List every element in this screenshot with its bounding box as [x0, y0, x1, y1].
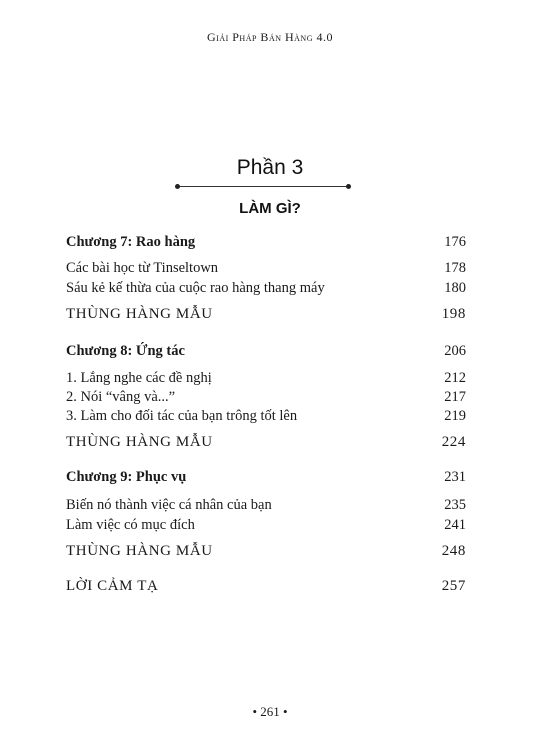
- part-subtitle: LÀM GÌ?: [239, 200, 301, 217]
- toc-label: THÙNG HÀNG MẪU: [66, 434, 213, 450]
- toc-label: Chương 7: Rao hàng: [66, 234, 196, 250]
- toc-entry[interactable]: [66, 406, 466, 426]
- toc-chapter-9[interactable]: [66, 467, 466, 487]
- toc-page: 257: [441, 578, 466, 594]
- toc-page: 198: [441, 306, 466, 322]
- toc-label: Chương 8: Ứng tác: [66, 343, 185, 359]
- toc-label: THÙNG HÀNG MẪU: [66, 306, 213, 322]
- toc-entry[interactable]: [66, 432, 466, 452]
- toc-label: THÙNG HÀNG MẪU: [66, 543, 213, 559]
- toc-page: 217: [444, 389, 466, 405]
- toc-label: Các bài học từ Tinseltown: [66, 260, 219, 276]
- toc-entry[interactable]: [66, 495, 466, 515]
- toc-page: 248: [441, 543, 466, 559]
- toc-page: 206: [444, 343, 466, 359]
- toc-entry[interactable]: [66, 541, 466, 561]
- toc-chapter-8[interactable]: [66, 341, 466, 361]
- running-head: Giải Pháp Bán Hàng 4.0: [206, 30, 333, 44]
- toc-label: Sáu kẻ kế thừa của cuộc rao hàng thang máy: [66, 280, 325, 296]
- toc-label: LỜI CẢM TẠ: [66, 578, 159, 594]
- toc-page: 231: [444, 469, 466, 485]
- toc-page: 224: [441, 434, 466, 450]
- toc-page: 235: [444, 497, 466, 513]
- toc-page: 219: [444, 408, 466, 424]
- part-title: Phần 3: [236, 156, 304, 179]
- toc-entry[interactable]: [66, 304, 466, 324]
- toc-label: Làm việc có mục đích: [66, 517, 195, 533]
- page-number: • 261 •: [252, 704, 288, 719]
- toc-chapter-7[interactable]: [66, 232, 466, 252]
- ornament-divider: [178, 186, 348, 187]
- toc-label: 2. Nói “vâng và...”: [66, 389, 176, 405]
- toc-entry[interactable]: [66, 515, 466, 535]
- toc-label: 1. Lắng nghe các đề nghị: [66, 370, 212, 386]
- toc-page: 241: [444, 517, 466, 533]
- toc-entry[interactable]: [66, 576, 466, 596]
- toc-entry[interactable]: [66, 258, 466, 278]
- toc-entry[interactable]: [66, 278, 466, 298]
- toc-page: 212: [444, 370, 466, 386]
- toc-page: 180: [444, 280, 466, 296]
- toc-label: 3. Làm cho đối tác của bạn trông tốt lên: [66, 408, 298, 424]
- toc-entry[interactable]: [66, 387, 466, 407]
- toc-page: 176: [444, 234, 466, 250]
- toc-entry[interactable]: [66, 368, 466, 388]
- toc-label: Chương 9: Phục vụ: [66, 469, 187, 485]
- toc-label: Biến nó thành việc cá nhân của bạn: [66, 497, 272, 513]
- toc-page: 178: [444, 260, 466, 276]
